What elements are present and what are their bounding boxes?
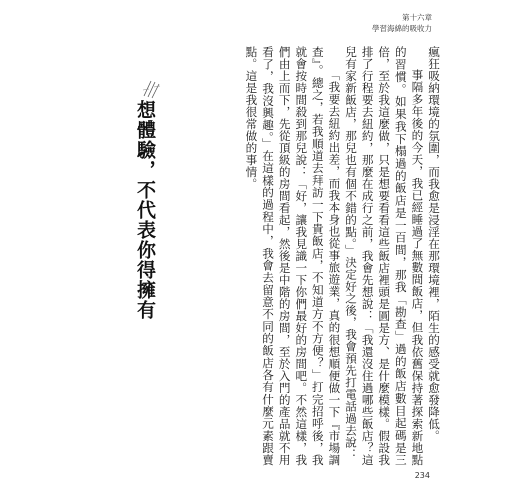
paragraph: 瘋狂吸納環境的氛圍，而我愈是浸淫在那環境裡，陌生的感受就愈發降低。 bbox=[427, 46, 441, 442]
body-text bbox=[176, 46, 442, 466]
paragraph: 「我要去紐約出差，而我本身也從事旅遊業，真的很想順便做一下『市場調查』。總之，若我順道去拜訪一下貴飯店，不知道方不方便？」打完招呼後，我就會按時間殺到那兒說：「好，讓我見識一下你們最好的房間吧。不然這樣，我們由上而下，先從頂級的房間看起，然後是中階的房間，至於入門的產品就不用看了，我沒興趣。」在這樣的過程中，我會去留意不同的飯店各有什麼元素跟賣點。這是我很常做的事情。 bbox=[244, 46, 342, 466]
chapter-title: 學習海綿的吸收力 bbox=[372, 24, 432, 33]
paragraph: 事隔多年後的今天，我已經睡過了無數間飯店，但我依舊保持著探索新地點的習慣。如果我下榻過的飯店是一百間，那我「勘查」過的飯店數目起碼是三倍，至於我這麼做，只是想要看看這些飯店裡頭是圓是方、是什麼模樣。假設我排了行程要去紐約，那麼在成行之前，我會先想說：「我還沒住過哪些飯店？這兒有家新飯店，那兒也有個不錯的點。」決定好之後，我會預先打電話過去說： bbox=[344, 46, 425, 466]
quote-decoration-icon bbox=[140, 78, 162, 100]
chapter-label: 第十六章 bbox=[402, 13, 432, 22]
pull-quote: 想體驗，不代表你得擁有 bbox=[134, 100, 156, 320]
page-number: 234 bbox=[414, 471, 430, 480]
running-header bbox=[372, 12, 432, 34]
